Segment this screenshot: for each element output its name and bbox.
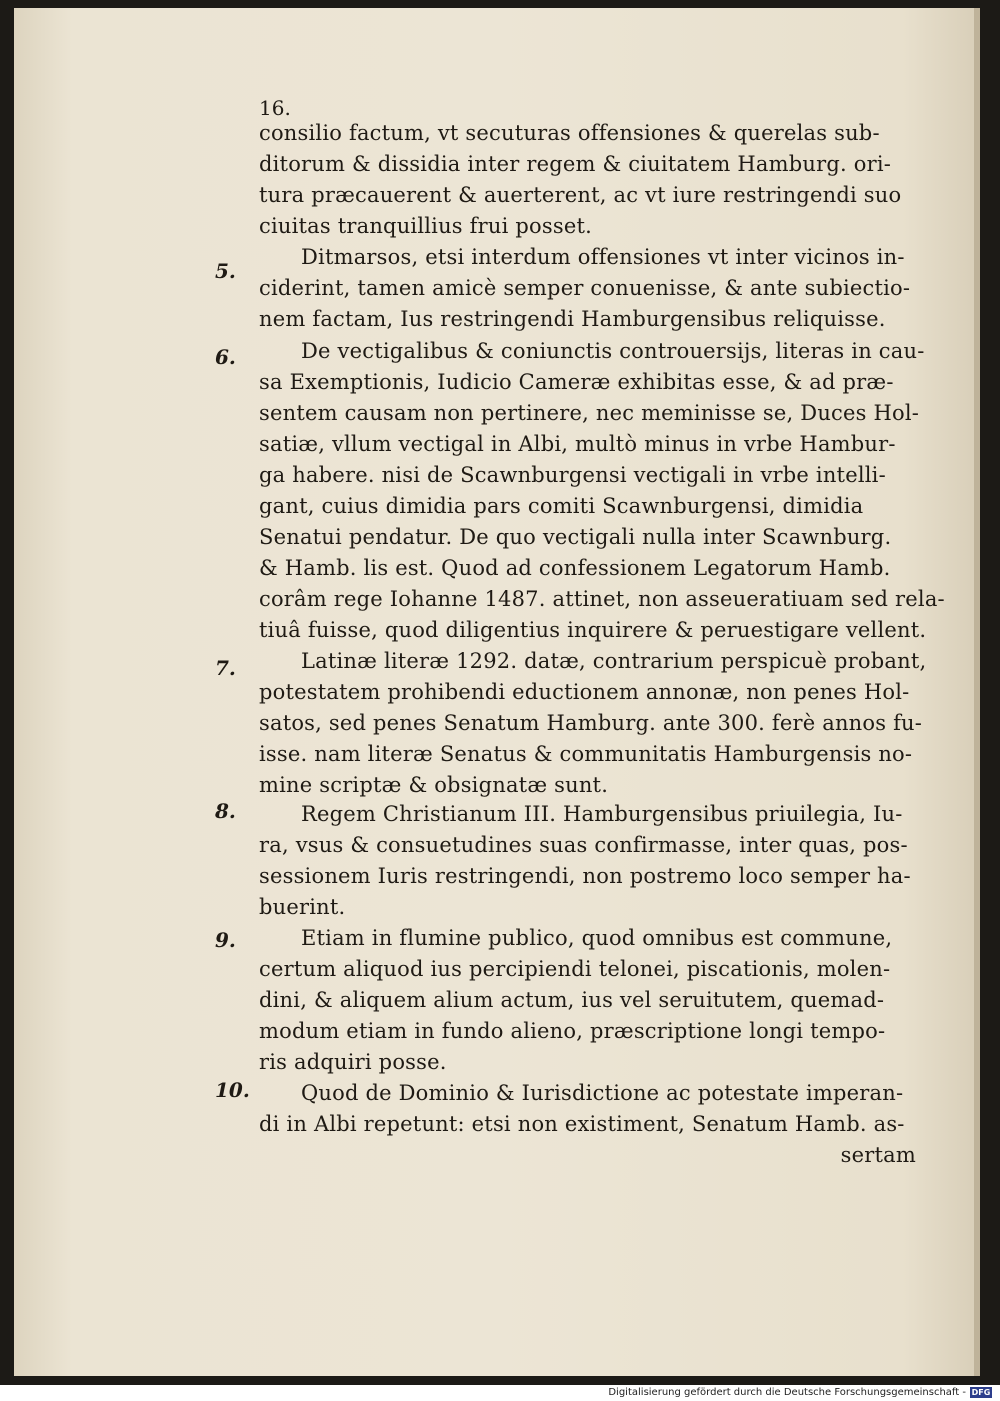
text-line: consilio factum, vt secuturas offensiones & querelas sub- [259,121,880,145]
margin-number: 9. [215,928,236,952]
text-line: ditorum & dissidia inter regem & ciuitatem Hamburg. ori- [259,152,892,176]
text-line: ris adquiri posse. [259,1050,447,1074]
text-line: tura præcauerent & auerterent, ac vt iure restringendi suo [259,183,902,207]
text-line: buerint. [259,895,346,919]
text-line: tiuâ fuisse, quod diligentius inquirere & peruestigare vellent. [259,618,927,642]
dfg-logo: DFG [971,1388,991,1397]
text-line: gant, cuius dimidia pars comiti Scawnburgensi, dimidia [259,494,864,518]
text-line: nem factam, Ius restringendi Hamburgensibus reliquisse. [259,307,886,331]
text-line: corâm rege Iohanne 1487. attinet, non asseueratiuam sed rela- [259,587,945,611]
text-line: isse. nam literæ Senatus & communitatis Hamburgensis no- [259,742,913,766]
catchword: sertam [840,1143,916,1167]
text-line: di in Albi repetunt: etsi non existiment, Senatum Hamb. as- [259,1112,905,1136]
book-page [14,8,980,1376]
text-line: potestatem prohibendi eductionem annonæ, non penes Hol- [259,680,910,704]
margin-number: 5. [215,259,236,283]
text-line: Senatui pendatur. De quo vectigali nulla inter Scawnburg. [259,525,892,549]
margin-number: 7. [215,656,236,680]
text-line: sessionem Iuris restringendi, non postremo loco semper ha- [259,864,911,888]
text-line: De vectigalibus & coniunctis controuersijs, literas in cau- [301,339,925,363]
text-line: Regem Christianum III. Hamburgensibus priuilegia, Iu- [301,802,903,826]
text-line: mine scriptæ & obsignatæ sunt. [259,773,609,797]
text-line: sentem causam non pertinere, nec meminisse se, Duces Hol- [259,401,920,425]
footer-bar [0,1385,1000,1401]
text-line: ga habere. nisi de Scawnburgensi vectigali in vrbe intelli- [259,463,886,487]
text-line: & Hamb. lis est. Quod ad confessionem Legatorum Hamb. [259,556,891,580]
margin-number: 8. [215,799,236,823]
text-line: certum aliquod ius percipiendi telonei, piscationis, molen- [259,957,891,981]
page-number: 16. [259,96,291,120]
text-line: sa Exemptionis, Iudicio Cameræ exhibitas esse, & ad præ- [259,370,894,394]
footer-credit: Digitalisierung gefördert durch die Deutsche Forschungsgemeinschaft - [608,1387,966,1398]
margin-number: 10. [215,1078,250,1102]
text-line: modum etiam in fundo alieno, præscriptione longi tempo- [259,1019,886,1043]
text-line: Quod de Dominio & Iurisdictione ac potestate imperan- [301,1081,904,1105]
text-line: ra, vsus & consuetudines suas confirmasse, inter quas, pos- [259,833,908,857]
text-line: ciderint, tamen amicè semper conuenisse, & ante subiectio- [259,276,911,300]
text-line: dini, & aliquem alium actum, ius vel seruitutem, quemad- [259,988,885,1012]
text-line: satos, sed penes Senatum Hamburg. ante 300. ferè annos fu- [259,711,923,735]
text-line: Ditmarsos, etsi interdum offensiones vt inter vicinos in- [301,245,905,269]
text-line: Etiam in flumine publico, quod omnibus est commune, [301,926,893,950]
page-edge [974,8,980,1376]
text-line: ciuitas tranquillius frui posset. [259,214,592,238]
text-line: satiæ, vllum vectigal in Albi, multò minus in vrbe Hambur- [259,432,896,456]
text-line: Latinæ literæ 1292. datæ, contrarium perspicuè probant, [301,649,927,673]
margin-number: 6. [215,345,236,369]
